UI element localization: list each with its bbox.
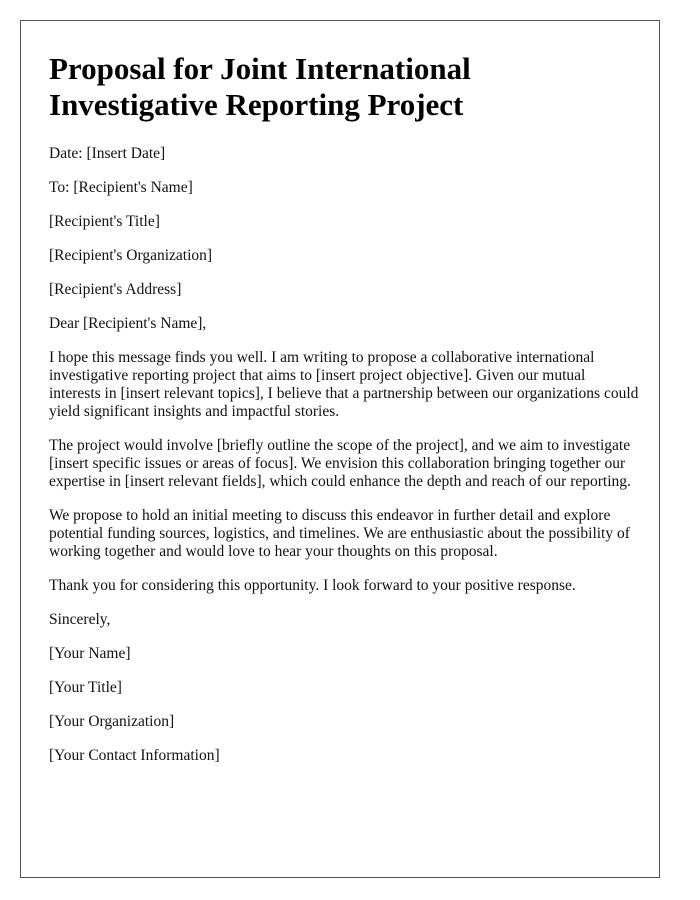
letter-content <box>49 51 639 781</box>
recipient-name: To: [Recipient's Name] <box>49 179 193 196</box>
sender-name: [Your Name] <box>49 645 131 662</box>
letter-title: Proposal for Joint International Investigative Reporting Project <box>49 51 471 122</box>
body-paragraph-meeting: We propose to hold an initial meeting to discuss this endeavor in further detail and explore potential funding sources, logistics, and timelines. We are enthusiastic about the possibility of working together and would love to hear your thoughts on this proposal. <box>49 507 630 560</box>
closing: Sincerely, <box>49 611 111 628</box>
recipient-title: [Recipient's Title] <box>49 213 160 230</box>
sender-contact: [Your Contact Information] <box>49 747 220 764</box>
body-paragraph-scope: The project would involve [briefly outline the scope of the project], and we aim to investigate [insert specific issues or areas of focus]. We envision this collaboration bringing together our expertise in [insert relevant fields], which could enhance the depth and reach of our reporting. <box>49 437 631 490</box>
body-paragraph-intro: I hope this message finds you well. I am writing to propose a collaborative international investigative reporting project that aims to [insert project objective]. Given our mutual interests in [insert relevant topics], I believe that a partnership between our organizations could yield significant insights and impactful stories. <box>49 349 639 420</box>
letter-date: Date: [Insert Date] <box>49 145 166 162</box>
sender-title: [Your Title] <box>49 679 122 696</box>
recipient-organization: [Recipient's Organization] <box>49 247 213 264</box>
salutation: Dear [Recipient's Name], <box>49 315 207 332</box>
body-paragraph-thanks: Thank you for considering this opportunity. I look forward to your positive response. <box>49 577 576 594</box>
sender-organization: [Your Organization] <box>49 713 175 730</box>
recipient-address: [Recipient's Address] <box>49 281 182 298</box>
letter-page <box>20 20 660 878</box>
